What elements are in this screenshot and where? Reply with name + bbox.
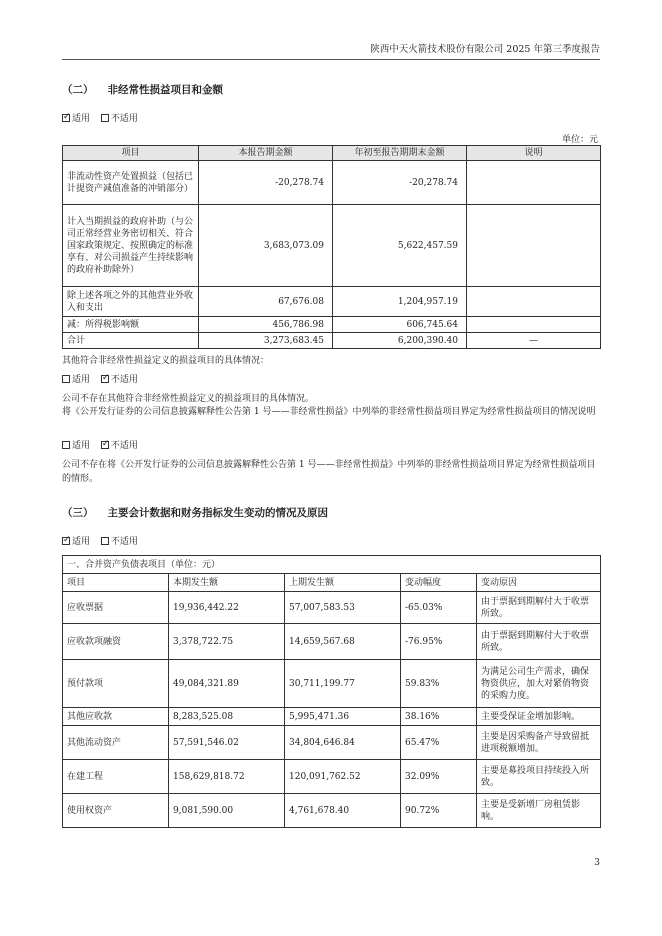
table-row: [63, 287, 601, 317]
row-change: -76.95%: [401, 624, 477, 660]
table-row: [63, 592, 601, 624]
table-header-row: [63, 574, 601, 592]
header-note: 说明: [467, 146, 601, 161]
other-items-text: 公司不存在其他符合非经常性损益定义的损益项目的具体情况。: [62, 394, 315, 404]
applicable-label: 适用: [72, 441, 91, 451]
header-ytd: 年初至报告期期末金额: [333, 146, 467, 161]
row-ytd: 6,200,390.40: [333, 333, 467, 349]
section2-heading: [62, 82, 223, 97]
not-applicable-label: 不适用: [110, 375, 138, 385]
row-current: 49,084,321.89: [169, 660, 285, 708]
row-change: 32.09%: [401, 760, 477, 794]
row-current: -20,278.74: [199, 161, 333, 205]
header-reason: 变动原因: [477, 574, 601, 592]
applicable-label: 适用: [72, 375, 91, 385]
row-reason: 由于票据到期解付大于收票所致。: [477, 624, 601, 660]
page-header: 陕西中天火箭技术股份有限公司 2025 年第三季度报告: [62, 44, 600, 60]
not-applicable-label: 不适用: [110, 114, 138, 124]
row-item: 合计: [63, 333, 199, 349]
row-current: 57,591,546.02: [169, 726, 285, 760]
row-reason: 主要是受新增厂房租赁影响。: [477, 794, 601, 828]
row-change: 65.47%: [401, 726, 477, 760]
section3-applicability: [62, 535, 600, 549]
row-item: 计入当期损益的政府补助（与公司正常经营业务密切相关、符合国家政策规定、按照确定的标准享有、对公司损益产生持续影响的政府补助除外）: [63, 205, 199, 287]
row-current: 3,683,073.09: [199, 205, 333, 287]
row-reason: 主要是募投项目持续投入所致。: [477, 760, 601, 794]
row-prior: 14,659,567.68: [285, 624, 401, 660]
section2-number: （二）: [62, 84, 94, 96]
unchecked-box-icon: [62, 441, 70, 449]
row-reason: 由于票据到期解付大于收票所致。: [477, 592, 601, 624]
checked-box-icon: [62, 537, 70, 545]
row-change: 90.72%: [401, 794, 477, 828]
row-note: —: [467, 333, 601, 349]
row-ytd: -20,278.74: [333, 161, 467, 205]
unchecked-box-icon: [62, 375, 70, 383]
section3-number: （三）: [62, 507, 94, 519]
checked-box-icon: [101, 441, 109, 449]
table-row: [63, 161, 601, 205]
row-note: [467, 317, 601, 333]
row-reason: 主要受保证金增加影响。: [477, 708, 601, 726]
table-caption-row: [63, 556, 601, 574]
row-item: 应收票据: [63, 592, 169, 624]
not-applicable-label: 不适用: [110, 441, 138, 451]
row-ytd: 5,622,457.59: [333, 205, 467, 287]
table-row: [63, 726, 601, 760]
row-prior: 30,711,199.77: [285, 660, 401, 708]
row-change: 38.16%: [401, 708, 477, 726]
table-row: [63, 317, 601, 333]
row-current: 67,676.08: [199, 287, 333, 317]
row-item: 应收款项融资: [63, 624, 169, 660]
explain-text: 公司不存在将《公开发行证券的公司信息披露解释性公告第 1 号——非经常性损益》中列举的非经常性损益项目界定为经常性损益项目的情形。: [62, 460, 596, 484]
row-ytd: 1,204,957.19: [333, 287, 467, 317]
row-item: 减：所得税影响额: [63, 317, 199, 333]
row-current: 9,081,590.00: [169, 794, 285, 828]
row-prior: 4,761,678.40: [285, 794, 401, 828]
section2-applicability: [62, 112, 600, 126]
row-item: 其他流动资产: [63, 726, 169, 760]
header-change: 变动幅度: [401, 574, 477, 592]
table-row-total: [63, 333, 601, 349]
header-item: 项目: [63, 574, 169, 592]
table-row: [63, 624, 601, 660]
row-note: [467, 161, 601, 205]
row-change: 59.83%: [401, 660, 477, 708]
nonrecurring-table: [62, 145, 601, 349]
applicable-label: 适用: [72, 537, 91, 547]
row-prior: 34,804,646.84: [285, 726, 401, 760]
row-reason: 为满足公司生产需求，确保物资供应，加大对紧俏物资的采购力度。: [477, 660, 601, 708]
row-current: 19,936,442.22: [169, 592, 285, 624]
table-row: [63, 708, 601, 726]
row-ytd: 606,745.64: [333, 317, 467, 333]
section2-title: 非经常性损益项目和金额: [107, 84, 223, 96]
row-note: [467, 287, 601, 317]
row-item: 在建工程: [63, 760, 169, 794]
applicable-label: 适用: [72, 114, 91, 124]
other-items-applicability: [62, 373, 600, 387]
row-item: 非流动性资产处置损益（包括已计提资产减值准备的冲销部分）: [63, 161, 199, 205]
row-prior: 120,091,762.52: [285, 760, 401, 794]
row-change: -65.03%: [401, 592, 477, 624]
unit-label: 单位：元: [561, 135, 598, 145]
row-prior: 57,007,583.53: [285, 592, 401, 624]
row-current: 3,378,722.75: [169, 624, 285, 660]
table-row: [63, 205, 601, 287]
header-current: 本报告期金额: [199, 146, 333, 161]
checked-box-icon: [101, 375, 109, 383]
header-prior: 上期发生额: [285, 574, 401, 592]
row-current: 456,786.98: [199, 317, 333, 333]
not-applicable-label: 不适用: [110, 537, 138, 547]
unchecked-box-icon: [101, 537, 109, 545]
section3-title: 主要会计数据和财务指标发生变动的情况及原因: [107, 507, 328, 519]
table-caption: 一、合并资产负债表项目（单位：元）: [63, 556, 601, 574]
table-row: [63, 760, 601, 794]
explain-title: 将《公开发行证券的公司信息披露解释性公告第 1 号——非经常性损益》中列举的非经常性损益项目界定为经常性损益项目的情况说明: [62, 407, 596, 417]
row-current: 158,629,818.72: [169, 760, 285, 794]
table-row: [63, 660, 601, 708]
table-header-row: [63, 146, 601, 161]
row-item: 除上述各项之外的其他营业外收入和支出: [63, 287, 199, 317]
row-prior: 5,995,471.36: [285, 708, 401, 726]
row-note: [467, 205, 601, 287]
row-current: 8,283,525.08: [169, 708, 285, 726]
row-item: 使用权资产: [63, 794, 169, 828]
row-item: 其他应收款: [63, 708, 169, 726]
section3-heading: [62, 505, 328, 520]
unchecked-box-icon: [101, 114, 109, 122]
header-current: 本期发生额: [169, 574, 285, 592]
other-items-intro: 其他符合非经常性损益定义的损益项目的具体情况：: [62, 356, 270, 366]
row-item: 预付款项: [63, 660, 169, 708]
balance-sheet-table: [62, 555, 601, 828]
header-item: 项目: [63, 146, 199, 161]
row-reason: 主要是因采购备产导致留抵进项税额增加。: [477, 726, 601, 760]
checked-box-icon: [62, 114, 70, 122]
page-number: 3: [594, 858, 600, 868]
explain-applicability: [62, 439, 600, 453]
table-row: [63, 794, 601, 828]
row-current: 3,273,683.45: [199, 333, 333, 349]
